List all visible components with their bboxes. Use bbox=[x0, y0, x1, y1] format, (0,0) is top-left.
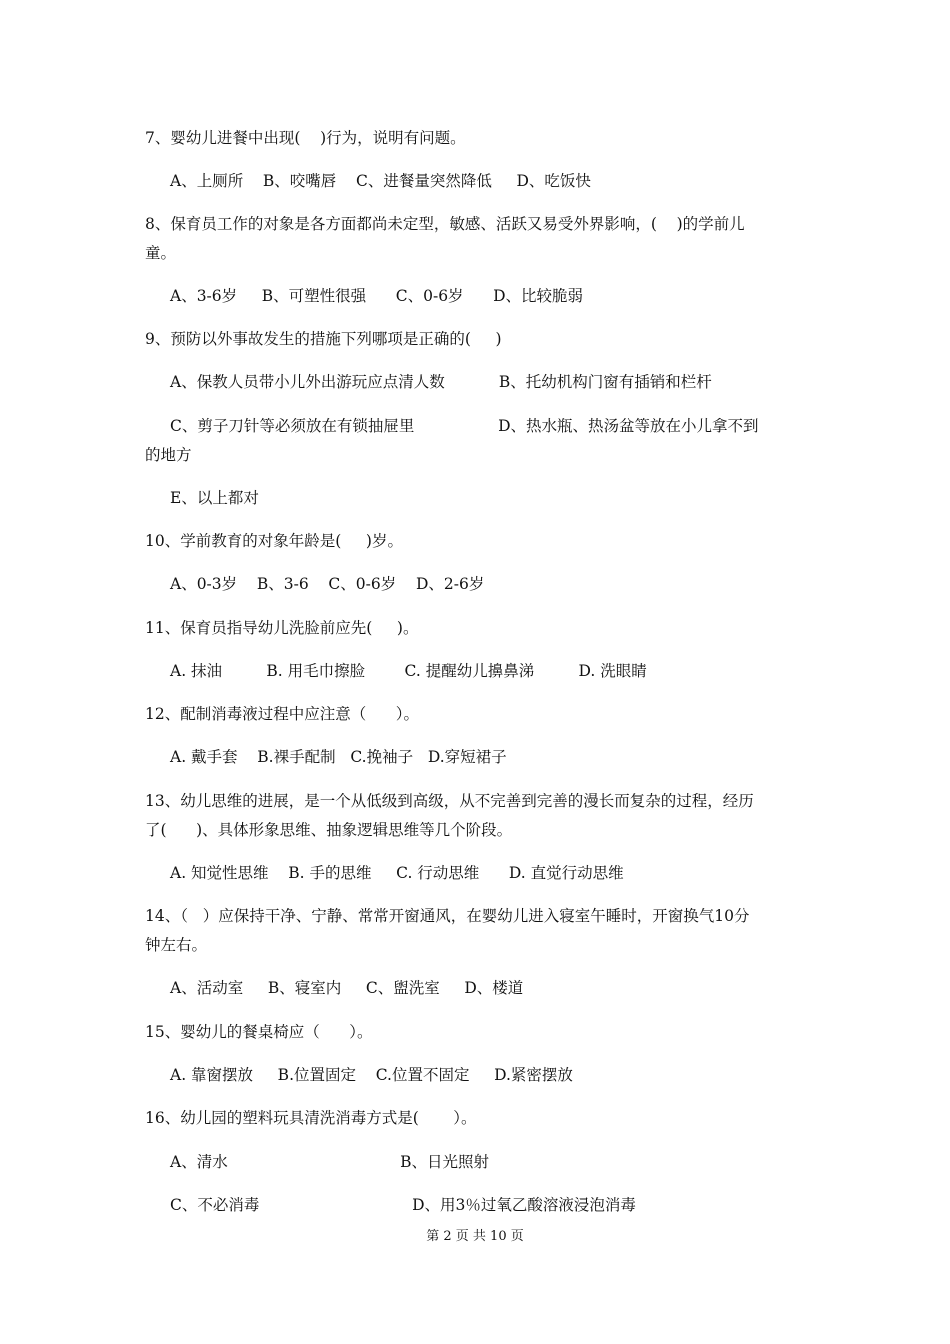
question-16-options-ab: A、清水 B、日光照射 bbox=[170, 1153, 490, 1171]
question-8-text: 8、保育员工作的对象是各方面都尚未定型，敏感、活跃又易受外界影响，( )的学前儿 bbox=[145, 215, 745, 233]
question-13-text: 13、幼儿思维的进展，是一个从低级到高级，从不完善到完善的漫长而复杂的过程，经历 bbox=[145, 792, 754, 810]
question-15-options: A. 靠窗摆放 B.位置固定 C.位置不固定 D.紧密摆放 bbox=[170, 1066, 573, 1084]
page-number-footer: 第 2 页 共 10 页 bbox=[426, 1229, 524, 1244]
question-10-options: A、0-3岁 B、3-6 C、0-6岁 D、2-6岁 bbox=[170, 575, 485, 593]
question-12-options: A. 戴手套 B.裸手配制 C.挽袖子 D.穿短裙子 bbox=[170, 748, 507, 766]
question-10-text: 10、学前教育的对象年龄是( )岁。 bbox=[145, 532, 403, 550]
question-9-text: 9、预防以外事故发生的措施下列哪项是正确的( ) bbox=[145, 330, 502, 348]
question-16-options-cd: C、不必消毒 D、用3％过氧乙酸溶液浸泡消毒 bbox=[170, 1196, 636, 1214]
question-13-text-cont: 了( )、具体形象思维、抽象逻辑思维等几个阶段。 bbox=[145, 821, 513, 839]
question-9-options-ab: A、保教人员带小儿外出游玩应点清人数 B、托幼机构门窗有插销和栏杆 bbox=[170, 373, 712, 391]
question-12-text: 12、配制消毒液过程中应注意（ ）。 bbox=[145, 705, 420, 723]
question-14-options: A、活动室 B、寝室内 C、盥洗室 D、楼道 bbox=[170, 979, 524, 997]
question-13-options: A. 知觉性思维 B. 手的思维 C. 行动思维 D. 直觉行动思维 bbox=[170, 864, 624, 882]
question-11-text: 11、保育员指导幼儿洗脸前应先( )。 bbox=[145, 619, 419, 637]
question-8-text-cont: 童。 bbox=[145, 244, 177, 262]
question-16-text: 16、幼儿园的塑料玩具清洗消毒方式是( ）。 bbox=[145, 1109, 477, 1127]
question-15-text: 15、婴幼儿的餐桌椅应（ ）。 bbox=[145, 1023, 373, 1041]
question-8-options: A、3-6岁 B、可塑性很强 C、0-6岁 D、比较脆弱 bbox=[170, 287, 584, 305]
question-11-options: A. 抹油 B. 用毛巾擦脸 C. 提醒幼儿擤鼻涕 D. 洗眼睛 bbox=[170, 662, 647, 680]
question-7-text: 7、婴幼儿进餐中出现( )行为，说明有问题。 bbox=[145, 129, 466, 147]
question-9-options-cd: C、剪子刀针等必须放在有锁抽屉里 D、热水瓶、热汤盆等放在小儿拿不到 bbox=[170, 417, 759, 435]
question-7-options: A、上厕所 B、咬嘴唇 C、进餐量突然降低 D、吃饭快 bbox=[170, 172, 591, 190]
question-9-options-cont: 的地方 bbox=[145, 446, 192, 464]
question-9-options-e: E、以上都对 bbox=[170, 489, 259, 507]
question-14-text: 14、（ ）应保持干净、宁静、常常开窗通风，在婴幼儿进入寝室午睡时，开窗换气10分 bbox=[145, 907, 750, 925]
question-14-text-cont: 钟左右。 bbox=[145, 936, 208, 954]
